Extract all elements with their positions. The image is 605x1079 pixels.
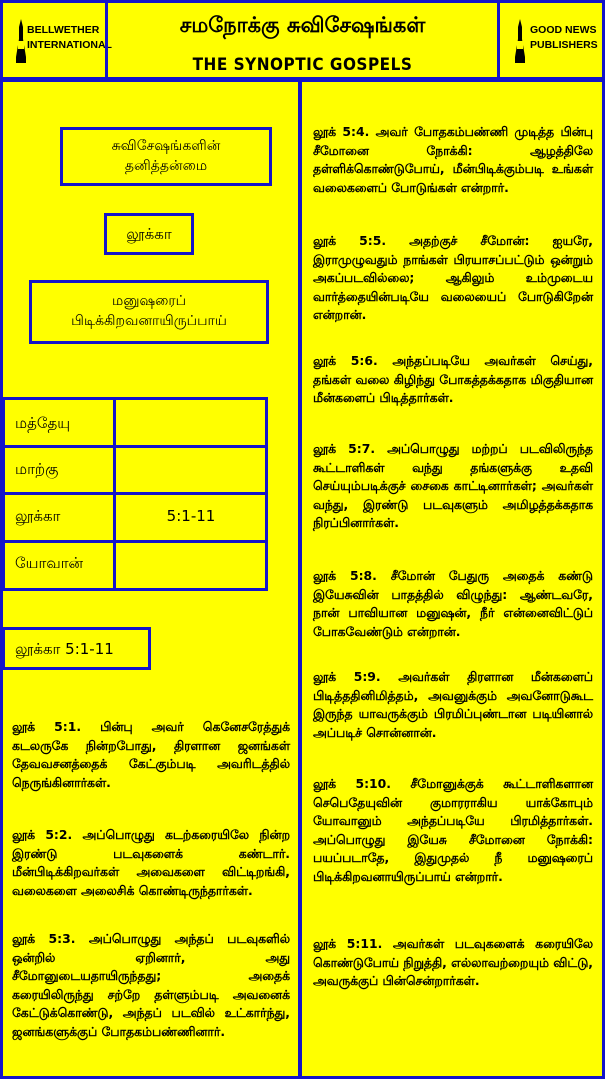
column-divider (298, 78, 302, 1079)
bell-tower-icon (512, 17, 528, 65)
heading-gospel-name: லூக்கா (104, 213, 194, 255)
gospel-ref-luke: 5:1-11 (166, 507, 216, 525)
verse-5-1: லூக் 5:1. பின்பு அவர் கெனேசரேத்துக் கடலருகே நின்றபோது, திரளான ஜனங்கள் தேவவசனத்தைக் கேட்கும்படி அவரிடத்தில் நெருங்கினார்கள். (12, 719, 290, 790)
logo-right (497, 0, 605, 80)
gospel-name-luke: லூக்கா (15, 507, 61, 525)
logo-left (0, 0, 112, 80)
passage-label: லூக்கா 5:1-11 (2, 627, 151, 670)
logo-left-line1: BELLWETHER (27, 24, 100, 36)
header-divider (0, 78, 605, 82)
logo-left-line2: INTERNATIONAL (27, 39, 112, 51)
page-title-tamil: சமநோக்கு சுவிசேஷங்கள் (179, 13, 426, 37)
page-title-english: THE SYNOPTIC GOSPELS (192, 55, 413, 75)
verse-5-4: லூக் 5:4. அவர் போதகம்பண்ணி முடித்த பின்பு சீமோனை நோக்கி: ஆழத்திலே தள்ளிக்கொண்டுபோய், மீன்பிடிக்கும்படி உங்கள் வலைகளைப் போடுங்கள் என்றார். (313, 124, 593, 195)
gospel-name-mark: மாற்கு (15, 460, 59, 478)
verse-5-10: லூக் 5:10. சீமோனுக்குக் கூட்டாளிகளான செபெதேயுவின் குமாரராகிய யாக்கோபும் யோவானும் அந்தப்படியே பிரமித்தார்கள். அப்பொழுது இயேசு சீமோனை நோக்கி: பயப்படாதே, இதுமுதல் நீ மனுஷரைப் பிடிக்கிறவனாயிருப்பாய் என்றார். (313, 776, 593, 884)
verse-5-6: லூக் 5:6. அந்தப்படியே அவர்கள் செய்து, தங்கள் வலை கிழிந்து போகத்தக்கதாக மிகுதியான மீன்களைப் பிடித்தார்கள். (313, 353, 593, 405)
header (0, 0, 605, 80)
verse-5-5: லூக் 5:5. அதற்குச் சீமோன்: ஐயரே, இராமுழுவதும் நாங்கள் பிரயாசப்பட்டும் ஒன்றும் அகப்படவில்லை; ஆகிலும் உம்முடைய வார்த்தையின்படியே வலையைப் போடுகிறேன் என்றான். (313, 233, 593, 322)
logo-right-line1: GOOD NEWS (530, 24, 597, 36)
heading-section-title: மனுஷரைப் பிடிக்கிறவனாயிருப்பாய் (29, 280, 269, 344)
verse-5-8: லூக் 5:8. சீமோன் பேதுரு அதைக் கண்டு இயேசுவின் பாதத்தில் விழுந்து: ஆண்டவரே, நான் பாவியான மனுஷன், நீர் என்னைவிட்டுப் போகவேண்டும் என்றான். (313, 568, 593, 639)
title-box (105, 0, 500, 80)
gospel-name-matthew: மத்தேயு (15, 414, 71, 432)
verse-5-3: லூக் 5:3. அப்பொழுது அந்தப் படவுகளில் ஒன்றில் ஏறினார், அது சீமோனுடையதாயிருந்தது; அதைக் கரையிலிருந்து சற்றே தள்ளும்படி அவனைக் கேட்டுக்கொண்டு, அந்தப் படவில் உட்கார்ந்து, ஜனங்களுக்குப் போதகம்பண்ணினார். (12, 931, 290, 1039)
gospel-reference-table (2, 397, 268, 591)
gospel-name-john: யோவான் (15, 554, 84, 572)
heading-gospel-uniqueness: சுவிசேஷங்களின் தனித்தன்மை (60, 127, 272, 186)
verse-5-2: லூக் 5:2. அப்பொழுது கடற்கரையிலே நின்ற இரண்டு படவுகளைக் கண்டார். மீன்பிடிக்கிறவர்கள் அவைகளை விட்டிறங்கி, வலைகளை அலைசிக் கொண்டிருந்தார்கள். (12, 827, 290, 898)
verse-5-9: லூக் 5:9. அவர்கள் திரளான மீன்களைப் பிடித்ததினிமித்தம், அவனுக்கும் அவனோடுகூட இருந்த யாவருக்கும் பிரமிப்புண்டான படியினால் அப்படிச் சொன்னான். (313, 669, 593, 740)
verse-5-11: லூக் 5:11. அவர்கள் படவுகளைக் கரையிலே கொண்டுபோய் நிறுத்தி, எல்லாவற்றையும் விட்டு, அவருக்குப் பின்சென்றார்கள். (313, 936, 593, 988)
verse-5-7: லூக் 5:7. அப்பொழுது மற்றப் படவிலிருந்த கூட்டாளிகள் வந்து தங்களுக்கு உதவி செய்யும்படிக்குச் சைகை காட்டினார்கள்; அவர்கள் வந்து, இரண்டு படவுகளும் அமிழத்தக்கதாக நிரப்பினார்கள். (313, 441, 593, 530)
logo-right-line2: PUBLISHERS (530, 39, 598, 51)
